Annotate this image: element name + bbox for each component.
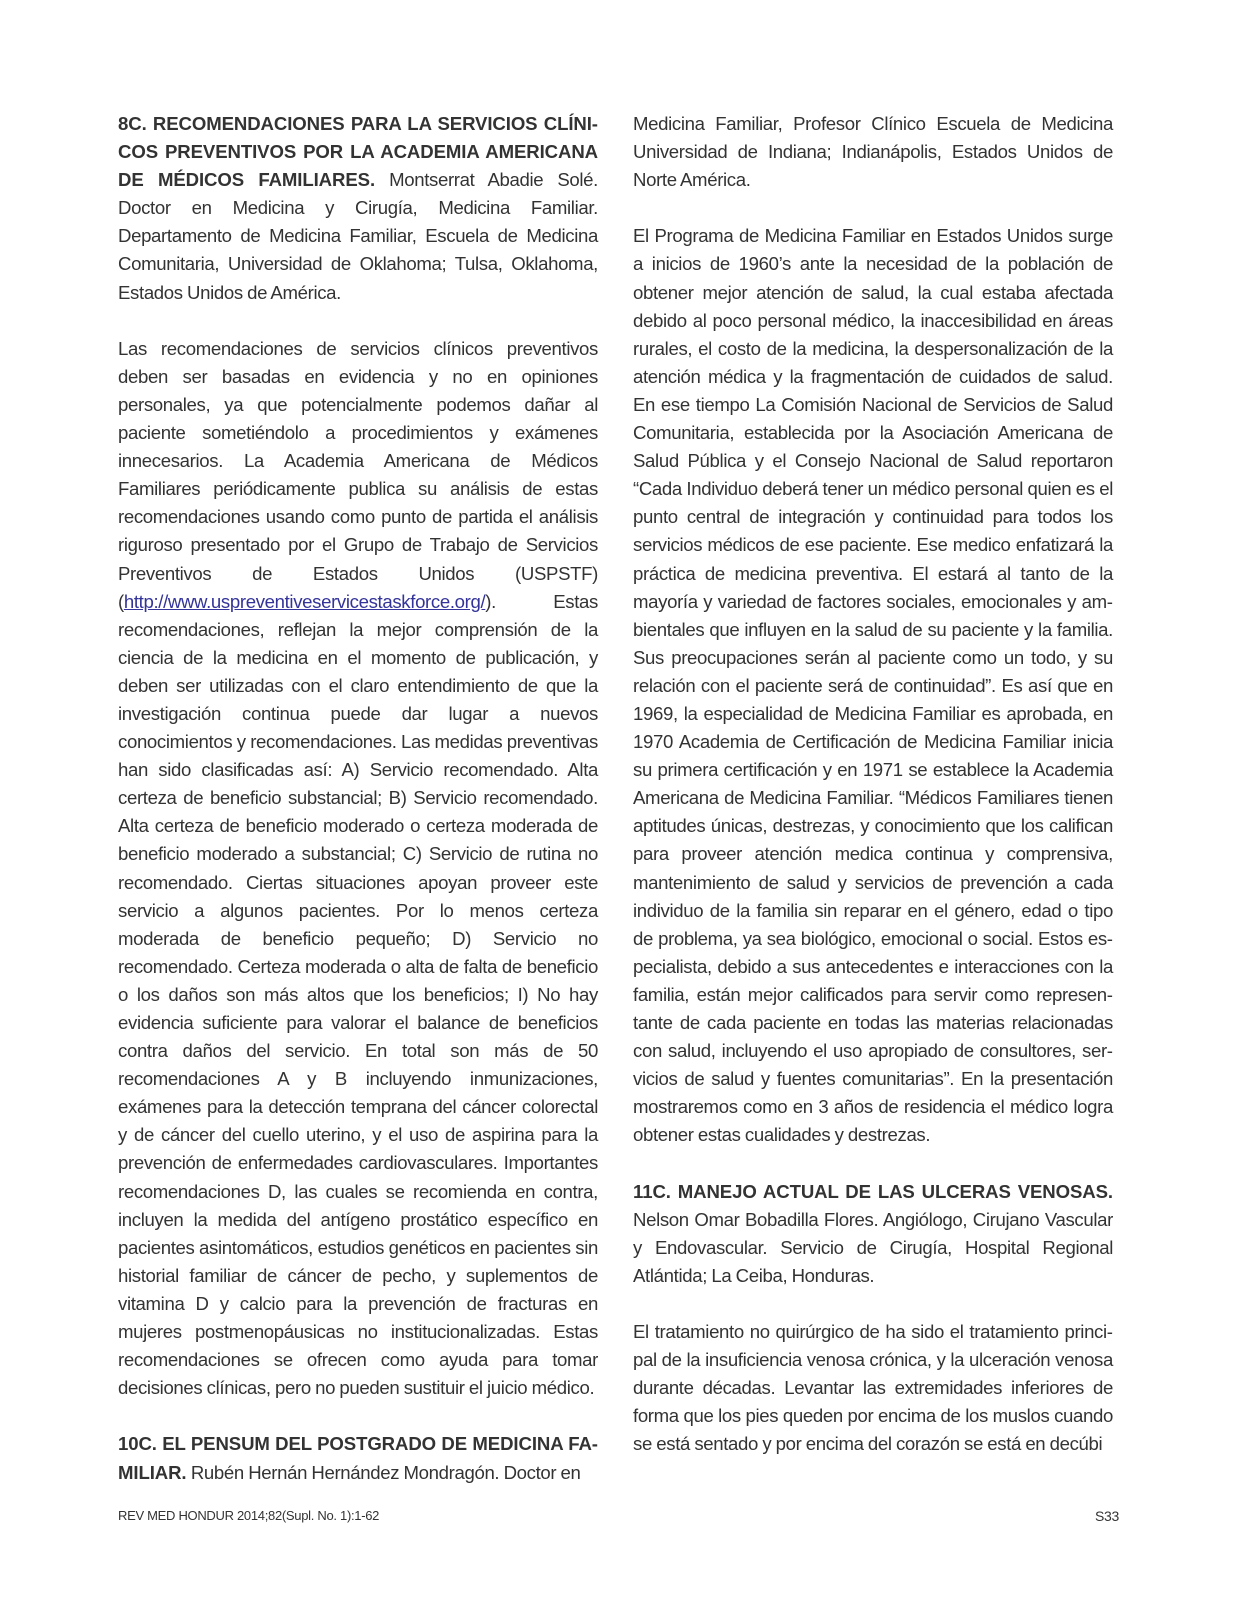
uspstf-link[interactable]: http://www.uspreventiveservicestaskforce.org/ bbox=[123, 590, 486, 612]
page-number: S33 bbox=[1094, 1508, 1119, 1524]
page-footer bbox=[118, 1508, 1119, 1523]
section-10c-body: El Programa de Medicina Familiar en Estados Unidos surge a inicios de 1960’s ante la necesidad de la población de obtener mejor atención de salud, la cual estaba afectada debido al poco personal médico, la inaccesibilidad en áreas rurales, el costo de la medicina, la despersonalización de la atención médica y la fragmentación de cuidados de salud. En ese tiempo La Comisión Nacional de Servicios de Salud Comunitaria, establecida por la Asociación Americana de Salud Pública y el Consejo Nacional de Salud reportaron “Cada Individuo deberá tener un médico personal quien es el punto central de integración y continuidad para todos los servicios médicos de ese paciente. Ese medico enfatizará la práctica de medicina preventiva. El estará al tanto de la mayoría y variedad de factores sociales, emocionales y ambientales que influyen en la salud de su paciente y la familia. Sus preocupaciones serán al paciente como un todo, y su relación con el paciente será de continuidad”. Es así que en 1969, la especialidad de Medicina Familiar es aprobada, en 1970 Academia de Certificación de Medicina Familiar inicia su primera certificación y en 1971 se establece la Academia Americana de Medicina Familiar. “Médicos Familiares tienen aptitudes únicas, destrezas, y conocimiento que los califican para proveer atención medica continua y comprensiva, mantenimiento de salud y servicios de prevención a cada individuo de la familia sin reparar en el género, edad o tipo de problema, ya sea biológico, emocional o social. Estos especialista, debido a sus antecedentes e interacciones con la familia, están mejor calificados para servir como representante de cada paciente en todas las materias relacionadas con salud, incluyendo el uso apropiado de consultores, servicios de salud y fuentes comunitarias”. En la presentación mostraremos como en 3 años de residencia el médico logra obtener estas cualidades y destrezas. bbox=[633, 225, 1113, 1146]
section-8c-author: Montserrat Abadie Solé. Doctor en Medicina y Cirugía, Medicina Familiar. Departamento de Medicina Familiar, Escuela de Medicina Comunitaria, Universidad de Oklahoma; Tulsa, Oklahoma, Estados Unidos de América. bbox=[118, 169, 598, 303]
section-8c-body-text-cont: ). Estas recomendaciones, reflejan la mejor comprensión de la ciencia de la medicina en el momento de publicación, y deben ser utilizadas con el claro entendimiento de que la investigación continua puede dar lugar a nuevos conocimientos y recomendaciones. Las medidas preventivas han sido clasificadas así: A) Servicio recomendado. Alta certeza de beneficio substancial; B) Servicio recomendado. Alta certeza de beneficio moderado o certeza moderada de beneficio moderado a substancial; C) Servicio de rutina no recomendado. Ciertas situaciones apoyan proveer este servicio a algunos pacientes. Por lo menos certeza moderada de beneficio pequeño; D) Servicio no recomendado. Certeza moderada o alta de falta de beneficio o los daños son más altos que los beneficios; I) No hay evidencia suficiente para valorar el balance de beneficios contra daños del servicio. En total son más de 50 recomendaciones A y B incluyendo inmunizaciones, exámenes para la detección temprana del cáncer colorectal y de cáncer del cuello uterino, y el uso de aspirina para la prevención de enfermedades cardiovasculares. Importantes recomendaciones D, las cuales se recomienda en contra, incluyen la medida del antígeno prostático específico en pacientes asintomáticos, estudios genéticos en pacientes sin historial familiar de cáncer de pecho, y suplementos de vitamina D y calcio para la prevención de fracturas en mujeres postmenopáusicas no institucionalizadas. Estas recomendaciones se ofrecen como ayuda para tomar decisiones clínicas, pero no pueden sustituir el juicio médico. bbox=[118, 590, 598, 1399]
section-10c-intro bbox=[118, 1430, 598, 1486]
section-8c-body bbox=[118, 335, 598, 1403]
section-11c-body: El tratamiento no quirúrgico de ha sido el tratamiento principal de la insuficiencia venosa crónica, y la ulceración venosa durante décadas. Levantar las extremidades inferiores de forma que los pies queden por encima de los muslos cuando se está sentado y por encima del corazón se está en decúbi bbox=[633, 1321, 1113, 1455]
section-11c-heading: 11C. MANEJO ACTUAL DE LAS ULCERAS VENOSAS. bbox=[633, 1180, 1113, 1202]
section-10c-author: Rubén Hernán Hernández Mondragón. Doctor en bbox=[186, 1461, 581, 1483]
section-10c-author-cont: Medicina Familiar, Profesor Clínico Escuela de Medicina Universidad de Indiana; Indianápolis, Estados Unidos de Norte América. bbox=[633, 113, 1113, 191]
section-8c-body-text: Las recomendaciones de servicios clínicos preventivos deben ser basadas en evidencia y no en opiniones personales, ya que potencialmente podemos dañar al paciente sometiéndolo a procedimientos y exámenes innecesarios. La Academia Americana de Médicos Familiares periódicamente publica su análisis de estas recomendaciones usando como punto de partida el análisis riguroso presentado por el Grupo de Trabajo de Servicios Preventivos de Estados Unidos (USPSTF) ( bbox=[118, 337, 598, 612]
section-8c-heading: 8C. RECOMENDACIONES PARA LA SERVICIOS CLÍNICOS PREVENTIVOS POR LA ACADEMIA AMERICANA DE MÉDICOS FAMILIARES. bbox=[118, 113, 598, 191]
right-column bbox=[633, 110, 1113, 1459]
section-11c-author: Nelson Omar Bobadilla Flores. Angiólogo, Cirujano Vascular y Endovascular. Servicio de Cirugía, Hospital Regional Atlántida; La Ceiba, Honduras. bbox=[633, 1208, 1113, 1286]
section-10c-heading: 10C. EL PENSUM DEL POSTGRADO DE MEDICINA FAMILIAR. bbox=[118, 1433, 598, 1483]
section-11c-intro bbox=[633, 1178, 1113, 1290]
left-column bbox=[118, 110, 598, 1487]
section-8c-intro bbox=[118, 110, 598, 307]
journal-citation: REV MED HONDUR 2014;82(Supl. No. 1):1-62 bbox=[118, 1508, 380, 1523]
